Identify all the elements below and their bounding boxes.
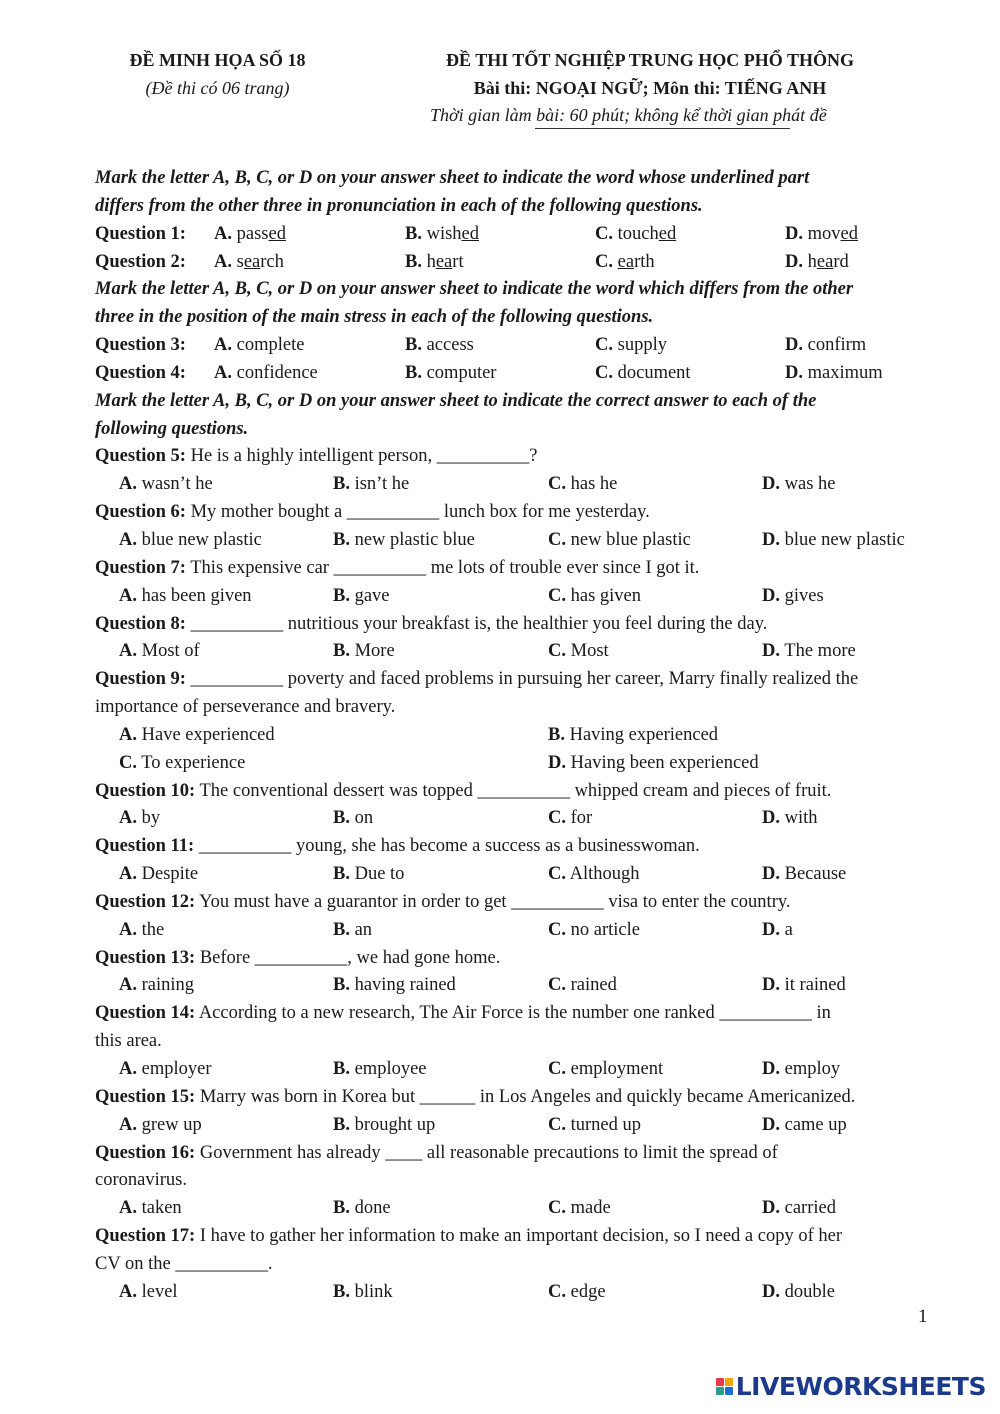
- option-c[interactable]: C. Most: [548, 641, 609, 662]
- option-b[interactable]: B. new plastic blue: [333, 529, 475, 550]
- option-c[interactable]: C. for: [548, 808, 593, 829]
- option-d[interactable]: D. came up: [762, 1114, 847, 1135]
- option-c[interactable]: C. Although: [548, 864, 640, 885]
- option-c[interactable]: C. earth: [595, 251, 655, 272]
- logo-square: [725, 1387, 733, 1395]
- option-a[interactable]: A. Despite: [119, 864, 199, 885]
- option-c[interactable]: C. To experience: [119, 752, 246, 773]
- question-16-options: [95, 1195, 935, 1223]
- option-a[interactable]: A. the: [119, 919, 165, 940]
- question-17-stem-cont: CV on the __________.: [95, 1253, 273, 1274]
- option-d[interactable]: D. moved: [785, 223, 858, 244]
- option-c[interactable]: C. no article: [548, 919, 640, 940]
- question-14-stem-cont: this area.: [95, 1031, 162, 1052]
- option-d[interactable]: D. confirm: [785, 335, 867, 356]
- question-label: Question 4:: [95, 362, 186, 383]
- question-8-stem: Question 8: __________ nutritious your breakfast is, the healthier you feel during the day.: [95, 613, 768, 634]
- exam-title: ĐỀ THI TỐT NGHIỆP TRUNG HỌC PHỔ THÔNG: [446, 50, 854, 70]
- question-5-stem: Question 5: He is a highly intelligent person, __________?: [95, 446, 538, 467]
- option-d[interactable]: D. Because: [762, 864, 847, 885]
- exam-code: ĐỀ MINH HỌA SỐ 18: [129, 50, 306, 70]
- option-a[interactable]: A. level: [119, 1281, 178, 1302]
- question-11-options: [95, 861, 935, 889]
- option-d[interactable]: D. was he: [762, 474, 836, 495]
- question-13-options: [95, 972, 935, 1000]
- question-13-stem: Question 13: Before __________, we had gone home.: [95, 947, 501, 968]
- option-c[interactable]: C. has he: [548, 474, 618, 495]
- question-label: Question 1:: [95, 223, 186, 244]
- option-b[interactable]: B. an: [333, 919, 373, 940]
- option-c[interactable]: C. made: [548, 1198, 611, 1219]
- option-a[interactable]: A. Most of: [119, 641, 200, 662]
- liveworksheets-logo[interactable]: [716, 1372, 986, 1401]
- option-a[interactable]: A. Have experienced: [119, 724, 275, 745]
- option-c[interactable]: C. rained: [548, 975, 617, 996]
- question-14-options: [95, 1056, 935, 1084]
- question-7-options: [95, 583, 935, 611]
- option-d[interactable]: D. maximum: [785, 362, 883, 383]
- option-b[interactable]: B. done: [333, 1198, 391, 1219]
- question-7-stem: Question 7: This expensive car __________ me lots of trouble ever since I got it.: [95, 557, 700, 578]
- logo-square: [725, 1378, 733, 1386]
- option-d[interactable]: D. blue new plastic: [762, 529, 905, 550]
- option-a[interactable]: A. raining: [119, 975, 195, 996]
- instruction-correct-answer-cont: following questions.: [95, 418, 249, 439]
- question-10-options: [95, 805, 935, 833]
- question-label: Question 2:: [95, 251, 186, 272]
- option-c[interactable]: C. edge: [548, 1281, 606, 1302]
- option-a[interactable]: A. complete: [214, 335, 305, 356]
- option-a[interactable]: A. wasn’t he: [119, 474, 213, 495]
- question-16-stem-cont: coronavirus.: [95, 1170, 187, 1191]
- option-b[interactable]: B. heart: [405, 251, 464, 272]
- option-b[interactable]: B. brought up: [333, 1114, 436, 1135]
- option-a[interactable]: A. grew up: [119, 1114, 202, 1135]
- option-c[interactable]: C. new blue plastic: [548, 529, 691, 550]
- option-b[interactable]: B. on: [333, 808, 374, 829]
- page-count-note: (Đề thi có 06 trang): [145, 78, 290, 98]
- option-c[interactable]: C. supply: [595, 335, 667, 356]
- option-a[interactable]: A. by: [119, 808, 161, 829]
- option-c[interactable]: C. employment: [548, 1059, 664, 1079]
- option-d[interactable]: D. The more: [762, 641, 856, 662]
- option-d[interactable]: D. employ: [762, 1059, 841, 1079]
- question-17-stem: Question 17: I have to gather her information to make an important decision, so I need a copy of her: [95, 1226, 842, 1247]
- option-b[interactable]: B. gave: [333, 585, 390, 606]
- question-3: [95, 332, 935, 360]
- page-number: 1: [918, 1306, 928, 1327]
- instruction-stress: Mark the letter A, B, C, or D on your answer sheet to indicate the word which differs from the other: [95, 279, 854, 300]
- option-a[interactable]: A. employer: [119, 1059, 212, 1079]
- option-b[interactable]: B. employee: [333, 1059, 427, 1079]
- option-b[interactable]: B. More: [333, 641, 395, 662]
- question-6-stem: Question 6: My mother bought a __________ lunch box for me yesterday.: [95, 502, 650, 523]
- option-a[interactable]: A. passed: [214, 223, 286, 244]
- option-d[interactable]: D. carried: [762, 1198, 836, 1219]
- option-d[interactable]: D. with: [762, 808, 818, 829]
- exam-time: Thời gian làm bài: 60 phút; không kể thời gian phát đề: [430, 105, 827, 125]
- option-b[interactable]: B. computer: [405, 362, 497, 383]
- question-label: Question 3:: [95, 335, 186, 356]
- instruction-pronunciation-cont: differs from the other three in pronunciation in each of the following questions.: [95, 195, 703, 216]
- option-b[interactable]: B. Having experienced: [548, 724, 719, 745]
- option-d[interactable]: D. Having been experienced: [548, 752, 759, 773]
- instruction-correct-answer: Mark the letter A, B, C, or D on your answer sheet to indicate the correct answer to each of the: [95, 390, 817, 411]
- option-a[interactable]: A. blue new plastic: [119, 529, 262, 550]
- question-9-stem-cont: importance of perseverance and bravery.: [95, 697, 396, 718]
- option-a[interactable]: A. has been given: [119, 585, 252, 606]
- option-a[interactable]: A. search: [214, 251, 284, 272]
- option-d[interactable]: D. gives: [762, 585, 824, 606]
- question-17-options: [95, 1279, 935, 1307]
- question-15-options: [95, 1112, 935, 1140]
- option-b[interactable]: B. having rained: [333, 975, 456, 996]
- logo-text: LIVEWORKSHEETS: [735, 1372, 986, 1401]
- logo-square: [716, 1378, 724, 1386]
- exam-subject: Bài thi: NGOẠI NGỮ; Môn thi: TIẾNG ANH: [473, 78, 827, 98]
- question-14-stem: Question 14: According to a new research, The Air Force is the number one ranked __________ in: [95, 1003, 831, 1024]
- question-16-stem: Question 16: Government has already ____ all reasonable precautions to limit the spread of: [95, 1142, 778, 1163]
- question-6-options: [95, 527, 935, 555]
- question-9-stem: Question 9: __________ poverty and faced problems in pursuing her career, Marry finally realized the: [95, 669, 859, 690]
- question-2: [95, 249, 935, 277]
- option-a[interactable]: A. confidence: [214, 362, 318, 383]
- question-1: [95, 221, 935, 249]
- question-12-stem: Question 12: You must have a guarantor in order to get __________ visa to enter the country.: [95, 891, 791, 912]
- instruction-pronunciation: Mark the letter A, B, C, or D on your answer sheet to indicate the word whose underlined part: [95, 168, 810, 188]
- question-12-options: [95, 917, 935, 945]
- option-d[interactable]: D. it rained: [762, 975, 846, 996]
- question-10-stem: Question 10: The conventional dessert was topped __________ whipped cream and pieces of fruit.: [95, 780, 832, 801]
- option-b[interactable]: B. access: [405, 335, 474, 356]
- option-b[interactable]: B. blink: [333, 1281, 393, 1302]
- logo-square: [716, 1387, 724, 1395]
- question-8-options: [95, 638, 935, 666]
- question-9-options-row1: [95, 722, 935, 750]
- option-b[interactable]: B. wished: [405, 223, 480, 244]
- option-d[interactable]: D. double: [762, 1281, 835, 1302]
- logo-mark-icon: [716, 1378, 733, 1395]
- option-b[interactable]: B. Due to: [333, 864, 405, 885]
- question-5-options: [95, 471, 935, 499]
- option-b[interactable]: B. isn’t he: [333, 474, 410, 495]
- option-c[interactable]: C. document: [595, 362, 691, 383]
- question-15-stem: Question 15: Marry was born in Korea but ______ in Los Angeles and quickly became Americanized.: [95, 1086, 856, 1107]
- question-sheet: [95, 165, 935, 1307]
- option-a[interactable]: A. taken: [119, 1198, 182, 1219]
- question-11-stem: Question 11: __________ young, she has become a success as a businesswoman.: [95, 836, 700, 857]
- header-divider: [535, 128, 790, 129]
- option-d[interactable]: D. heard: [785, 251, 849, 272]
- option-c[interactable]: C. turned up: [548, 1114, 642, 1135]
- option-c[interactable]: C. has given: [548, 585, 642, 606]
- instruction-stress-cont: three in the position of the main stress in each of the following questions.: [95, 307, 654, 328]
- option-d[interactable]: D. a: [762, 919, 793, 940]
- option-c[interactable]: C. touched: [595, 223, 677, 244]
- question-4: [95, 360, 935, 388]
- question-9-options-row2: [95, 750, 935, 778]
